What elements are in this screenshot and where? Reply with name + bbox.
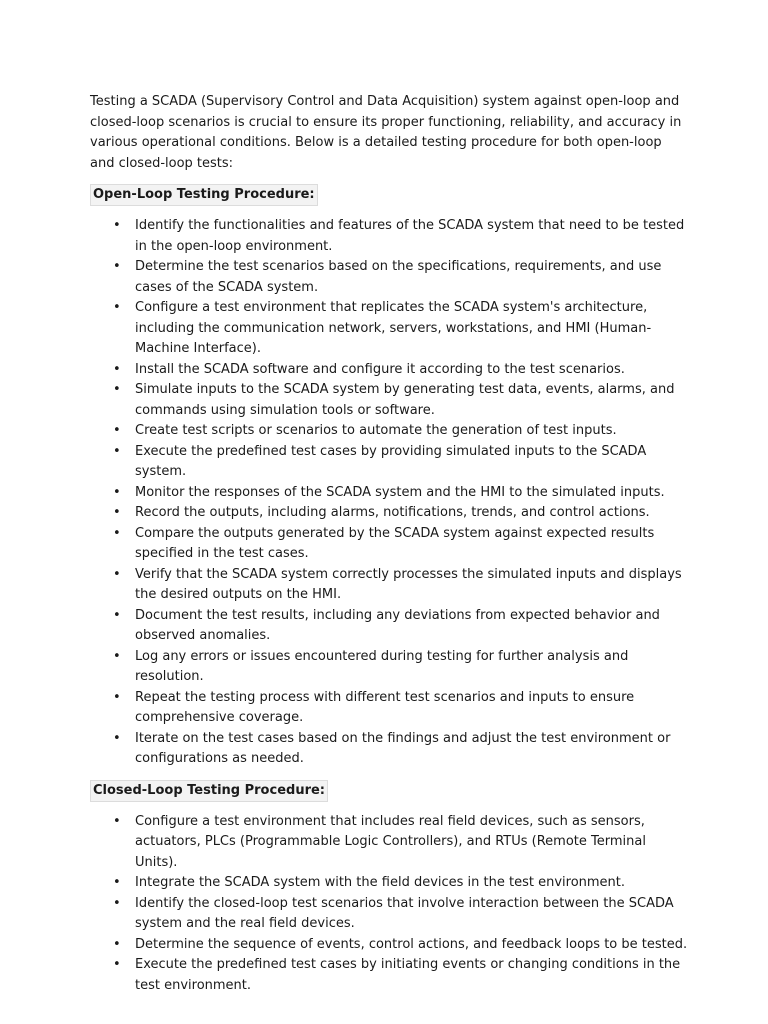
bullet-icon: • <box>113 423 121 438</box>
list-item-text: Identify the closed-loop test scenarios that involve interaction between the SCADA system and the real field devices. <box>135 895 674 931</box>
bullet-icon: • <box>113 566 121 582</box>
document-page <box>90 92 690 1006</box>
open-loop-heading: Open-Loop Testing Procedure: <box>90 184 318 206</box>
list-item <box>90 298 690 360</box>
bullet-icon: • <box>113 689 121 705</box>
closed-loop-steps-list <box>90 812 690 997</box>
bullet-icon: • <box>113 525 121 541</box>
list-item-text: Identify the functionalities and features of the SCADA system that need to be tested in the open-loop environment. <box>135 218 685 254</box>
list-item <box>90 935 690 956</box>
list-item-text: Repeat the testing process with different test scenarios and inputs to ensure comprehensive coverage. <box>135 689 635 725</box>
list-item-text: Log any errors or issues encountered during testing for further analysis and resolution. <box>135 648 629 684</box>
list-item <box>90 360 690 381</box>
bullet-icon: • <box>113 443 121 459</box>
list-item-text: Integrate the SCADA system with the field devices in the test environment. <box>135 875 626 890</box>
open-loop-section <box>90 184 690 216</box>
list-item <box>90 524 690 565</box>
open-loop-steps-list <box>90 216 690 770</box>
list-item <box>90 729 690 770</box>
list-item-text: Configure a test environment that includes real field devices, such as sensors, actuators, PLCs (Programmable Logic Controllers), and RTUs (Remote Terminal Units). <box>135 813 646 870</box>
list-item-text: Execute the predefined test cases by providing simulated inputs to the SCADA system. <box>135 443 647 479</box>
list-item <box>90 565 690 606</box>
list-item-text: Determine the test scenarios based on the specifications, requirements, and use cases of the SCADA system. <box>135 259 662 295</box>
list-item-text: Determine the sequence of events, control actions, and feedback loops to be tested. <box>135 936 688 952</box>
list-item <box>90 503 690 524</box>
bullet-icon: • <box>113 813 121 829</box>
list-item-text: Document the test results, including any deviations from expected behavior and observed anomalies. <box>135 607 660 643</box>
bullet-icon: • <box>113 607 121 623</box>
list-item-text: Iterate on the test cases based on the findings and adjust the test environment or configurations as needed. <box>135 730 671 766</box>
bullet-icon: • <box>113 505 121 520</box>
list-item <box>90 442 690 483</box>
bullet-icon: • <box>113 300 121 315</box>
intro-paragraph: Testing a SCADA (Supervisory Control and Data Acquisition) system against open-loop and closed-loop scenarios is crucial to ensure its proper functioning, reliability, and accuracy in various operational conditions. Below is a detailed testing procedure for both open-loop and closed-loop tests: <box>90 94 682 171</box>
bullet-icon: • <box>113 957 121 972</box>
list-item <box>90 257 690 298</box>
list-item-text: Configure a test environment that replicates the SCADA system's architecture, including the communication network, servers, workstations, and HMI (Human-Machine Interface). <box>135 300 652 356</box>
list-item <box>90 216 690 257</box>
bullet-icon: • <box>113 875 121 890</box>
bullet-icon: • <box>113 936 121 952</box>
list-item <box>90 606 690 647</box>
list-item-text: Verify that the SCADA system correctly processes the simulated inputs and displays the desired outputs on the HMI. <box>135 566 682 602</box>
bullet-icon: • <box>113 895 121 911</box>
list-item <box>90 421 690 442</box>
closed-loop-heading: Closed-Loop Testing Procedure: <box>90 780 328 802</box>
list-item <box>90 812 690 874</box>
list-item <box>90 647 690 688</box>
bullet-icon: • <box>113 259 121 274</box>
bullet-icon: • <box>113 361 121 377</box>
bullet-icon: • <box>113 218 121 233</box>
list-item-text: Simulate inputs to the SCADA system by generating test data, events, alarms, and commands using simulation tools or software. <box>135 382 675 418</box>
bullet-icon: • <box>113 382 121 397</box>
list-item-text: Install the SCADA software and configure it according to the test scenarios. <box>135 361 625 377</box>
list-item <box>90 688 690 729</box>
list-item-text: Compare the outputs generated by the SCADA system against expected results specified in the test cases. <box>135 525 655 561</box>
list-item-text: Monitor the responses of the SCADA system and the HMI to the simulated inputs. <box>135 484 665 500</box>
list-item <box>90 873 690 894</box>
list-item-text: Create test scripts or scenarios to automate the generation of test inputs. <box>135 423 617 438</box>
closed-loop-section <box>90 780 690 812</box>
bullet-icon: • <box>113 730 121 746</box>
bullet-icon: • <box>113 648 121 664</box>
list-item-text: Record the outputs, including alarms, notifications, trends, and control actions. <box>135 505 650 520</box>
list-item <box>90 894 690 935</box>
list-item <box>90 380 690 421</box>
list-item <box>90 483 690 504</box>
list-item <box>90 955 690 996</box>
bullet-icon: • <box>113 484 121 500</box>
list-item-text: Execute the predefined test cases by initiating events or changing conditions in the test environment. <box>135 957 681 993</box>
